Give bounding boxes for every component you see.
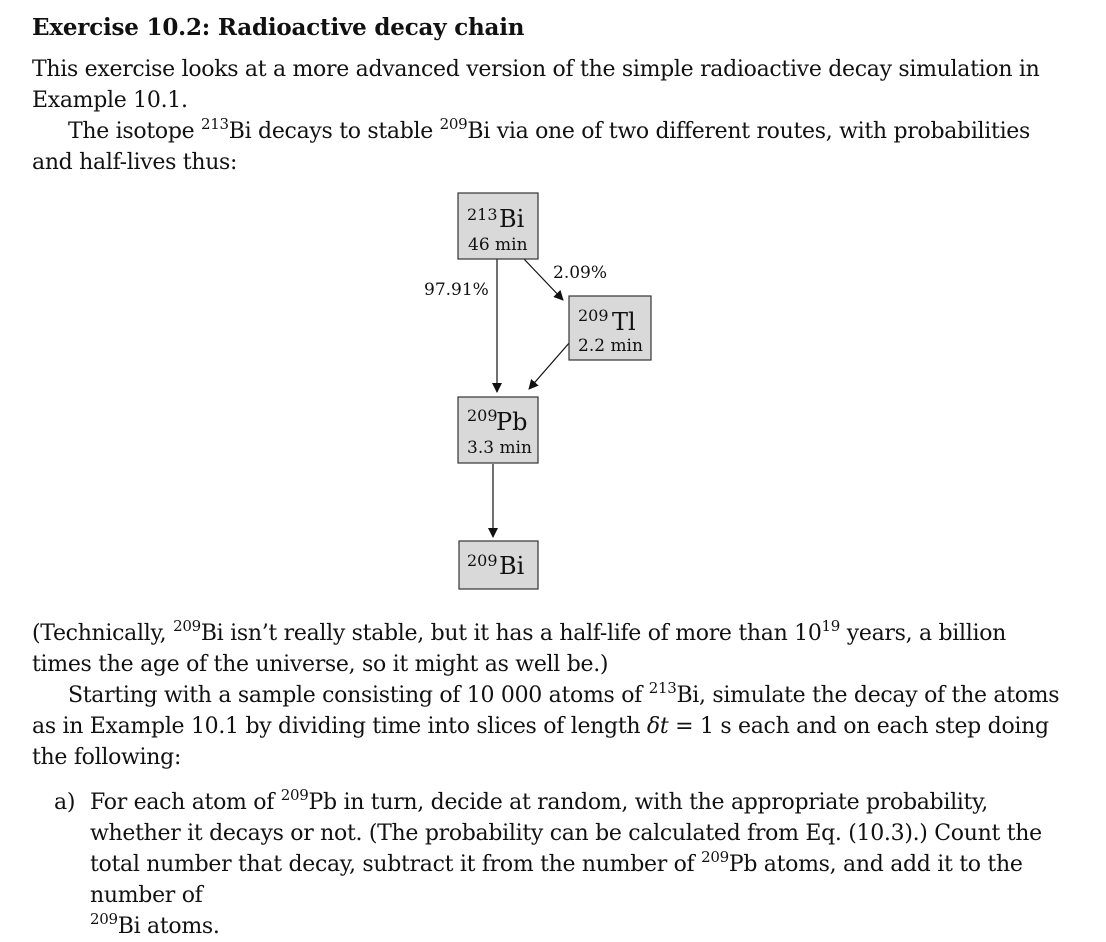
starting-text-3: each and on each step doing the following: bbox=[32, 714, 1049, 770]
intro-paragraph: This exercise looks at a more advanced version of the simple radioactive decay simulation in Example 10.1. bbox=[32, 57, 1040, 113]
list-text-2: Pb in turn, decide at random, with the appropriate probability, whether it decays or not. (The probability can be calculated from Eq. (10.3).) Count the total number that decay, subtract it from the number of bbox=[90, 790, 1042, 877]
node-mass: 209 bbox=[467, 406, 498, 425]
technically-text-1: (Technically, bbox=[32, 621, 174, 646]
node-half-life: 2.2 min bbox=[578, 336, 643, 356]
delta-t-symbol: δt bbox=[646, 714, 669, 739]
node-half-life: 46 min bbox=[468, 235, 528, 255]
mass-number: 209 bbox=[439, 115, 468, 133]
node-mass: 209 bbox=[578, 306, 609, 325]
exercise-heading: Exercise 10.2: Radioactive decay chain bbox=[32, 14, 525, 41]
mass-number: 213 bbox=[648, 679, 677, 697]
arrow-tl209-to-pb209 bbox=[529, 342, 570, 389]
starting-text-1: Starting with a sample consisting of 10 000 atoms of bbox=[68, 683, 649, 708]
mass-number: 209 bbox=[701, 848, 729, 866]
node-bi209 bbox=[459, 541, 538, 589]
node-mass: 209 bbox=[467, 551, 498, 570]
mass-number: 209 bbox=[90, 910, 118, 928]
routes-text-1: The isotope bbox=[68, 119, 202, 144]
node-symbol: Bi bbox=[499, 205, 525, 233]
node-symbol: Pb bbox=[496, 408, 528, 436]
list-marker: a) bbox=[54, 790, 76, 815]
routes-text-2: Bi decays to stable bbox=[228, 119, 440, 144]
node-bi213 bbox=[458, 193, 538, 259]
mass-number: 213 bbox=[201, 115, 229, 133]
branch-label-to-pb: 97.91% bbox=[424, 280, 489, 300]
starting-text-2: Bi, simulate the decay of the atoms as in Example 10.1 by dividing time into slices of length bbox=[32, 683, 1060, 739]
technically-text-2: Bi isn’t really stable, but it has a half-life of more than 10 bbox=[200, 621, 822, 646]
list-text-4: Bi atoms. bbox=[117, 914, 220, 939]
delta-t-value: = 1 s bbox=[668, 714, 732, 739]
mass-number: 209 bbox=[280, 786, 309, 804]
node-pb209 bbox=[458, 397, 538, 463]
node-tl209 bbox=[569, 296, 651, 360]
routes-text-3: Bi via one of two different routes, with probabilities and half-lives thus: bbox=[32, 119, 1031, 175]
technically-text-3: years, a billion times the age of the universe, so it might as well be.) bbox=[32, 621, 1007, 677]
node-symbol: Tl bbox=[612, 308, 636, 336]
mass-number: 209 bbox=[173, 617, 201, 635]
node-half-life: 3.3 min bbox=[467, 438, 532, 458]
list-text-3: Pb atoms, and add it to the number of bbox=[90, 852, 1023, 908]
exponent: 19 bbox=[821, 617, 841, 635]
list-text-1: For each atom of bbox=[90, 790, 281, 815]
branch-label-to-tl: 2.09% bbox=[553, 263, 608, 283]
node-mass: 213 bbox=[467, 205, 498, 224]
node-symbol: Bi bbox=[499, 552, 525, 580]
